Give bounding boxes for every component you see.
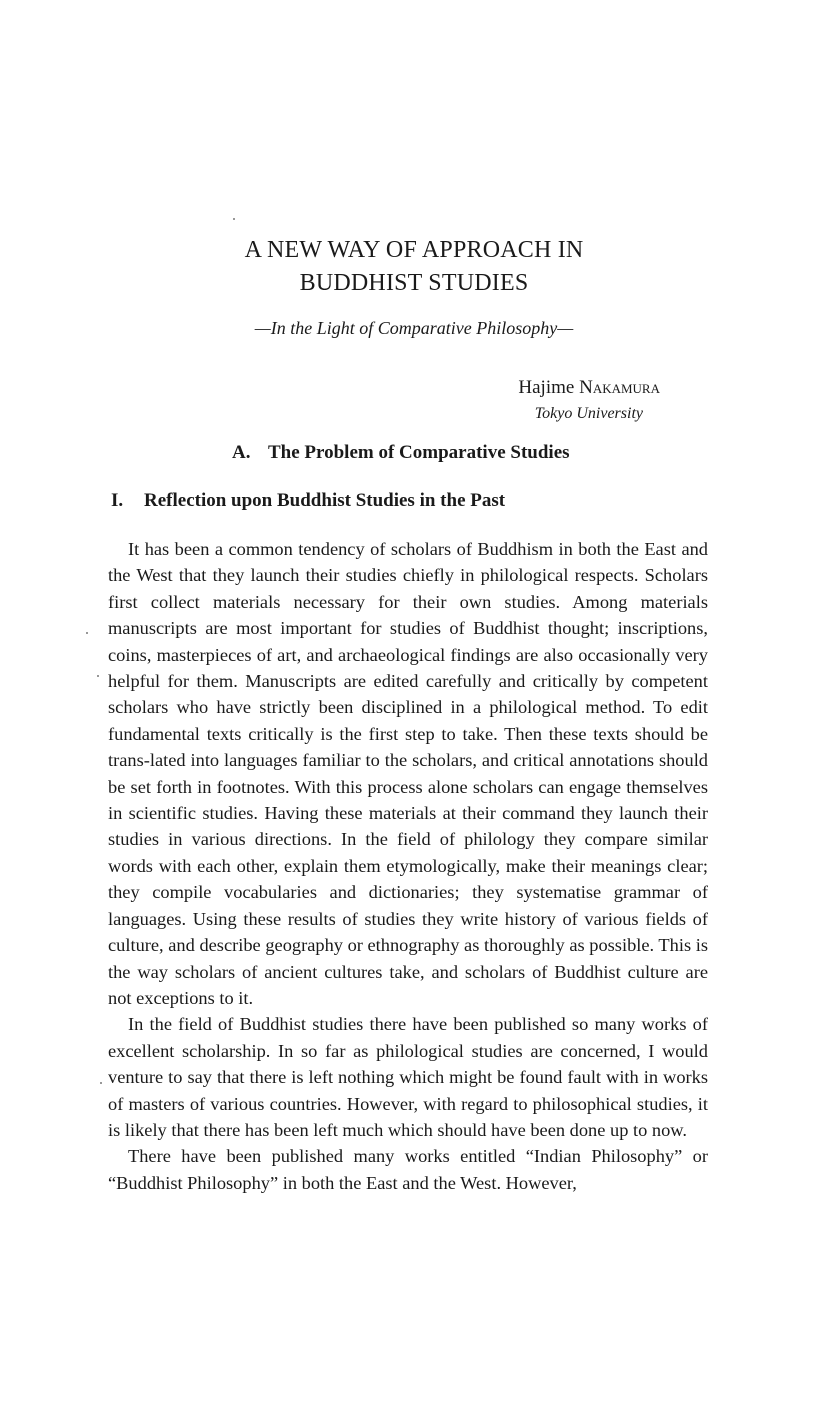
author-affiliation: Tokyo University — [534, 405, 643, 422]
scan-speck — [97, 675, 99, 677]
author-family-name: Nakamura — [579, 377, 660, 398]
part-heading-number: A. — [232, 442, 251, 463]
scan-speck — [100, 1082, 102, 1084]
paper-title-line-2: BUDDHIST STUDIES — [299, 270, 529, 296]
scan-speck — [233, 218, 235, 220]
paragraph-2: In the field of Buddhist studies there have been published so many works of excellent scholarship. In so far as philological studies are concerned, I would venture to say that there is left nothing which might be found fault with in works of masters of various countries. However, with regard to philosophical studies, it is likely that there has been left much which should have been done up to now. — [108, 1014, 708, 1140]
paragraph-1: It has been a common tendency of scholars of Buddhism in both the East and the West that they launch their studies chiefly in philological respects. Scholars first collect materials necessary for their own studies. Among materials manuscripts are most important for studies of Buddhist thought; inscriptions, coins, masterpieces of art, and archaeological findings are also occasionally very helpful for them. Manuscripts are edited carefully and critically by competent scholars who have strictly been disciplined in a philological method. To edit fundamental texts critically is the first step to take. Then these texts should be trans-lated into languages familiar to the scholars, and critical annotations should be set forth in footnotes. With this process alone scholars can engage themselves in scientific studies. Having these materials at their command they launch their studies in various directions. In the field of philology they compare similar words with each other, explain them etymologically, make their meanings clear; they compile vocabularies and dictionaries; they systematise grammar of languages. Using these results of studies they write history of various fields of culture, and describe geography or ethnography as thoroughly as possible. This is the way scholars of ancient cultures take, and scholars of Buddhist culture are not exceptions to it. — [108, 539, 708, 1008]
author-name — [518, 377, 660, 399]
paper-subtitle: —In the Light of Comparative Philosophy— — [254, 318, 574, 338]
section-heading-text: Reflection upon Buddhist Studies in the Past — [144, 490, 506, 511]
part-heading — [232, 442, 570, 464]
paper-title-line-1: A NEW WAY OF APPROACH IN — [244, 237, 584, 263]
paragraph-3: There have been published many works entitled “Indian Philosophy” or “Buddhist Philosophy” in both the East and the West. However, — [108, 1146, 708, 1193]
section-heading — [111, 490, 505, 512]
author-given-name: Hajime — [518, 377, 575, 398]
section-heading-number: I. — [111, 490, 124, 511]
part-heading-text: The Problem of Comparative Studies — [268, 442, 570, 463]
body-text — [108, 536, 708, 1196]
scan-speck — [86, 632, 88, 634]
